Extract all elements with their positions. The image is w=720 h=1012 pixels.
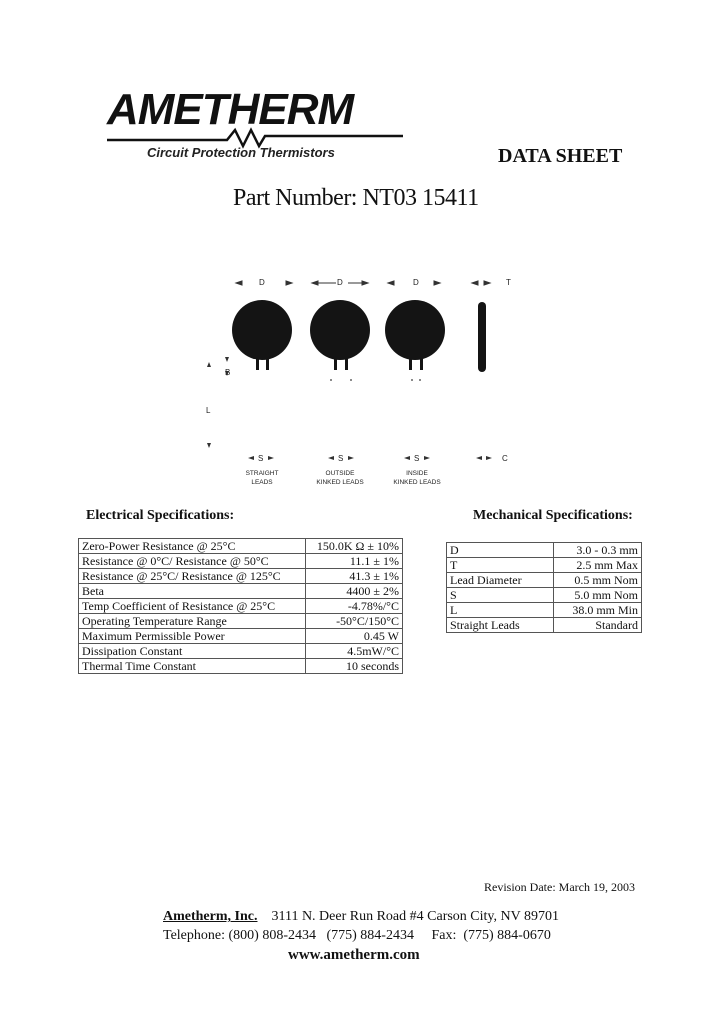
spec-row: [447, 543, 642, 558]
arrow-icon: [286, 281, 292, 285]
caption-straight-leads: STRAIGHT LEADS: [245, 470, 279, 486]
spec-value: Standard: [554, 618, 642, 633]
spec-param: Operating Temperature Range: [79, 614, 306, 629]
dim-T-label: T: [506, 278, 511, 287]
spec-param: Straight Leads: [447, 618, 554, 633]
company-address: 3111 N. Deer Run Road #4 Carson City, NV 89701: [271, 909, 559, 924]
part-number-title: Part Number: NT03 15411: [233, 185, 479, 211]
dim-D-label-3: D: [413, 278, 419, 287]
spec-value: 2.5 mm Max: [554, 558, 642, 573]
spec-row: [79, 659, 403, 674]
thermistor-disc-inside-kinked: [385, 300, 445, 360]
footer-phones: Telephone: (800) 808-2434 (775) 884-2434 Fax: (775) 884-0670: [163, 928, 551, 943]
dim-S-label-2: S: [338, 454, 344, 463]
spec-param: S: [447, 588, 554, 603]
spec-row: [79, 569, 403, 584]
spec-param: D: [447, 543, 554, 558]
spec-row: [79, 629, 403, 644]
website-link[interactable]: www.ametherm.com: [288, 947, 420, 963]
spec-param: T: [447, 558, 554, 573]
electrical-spec-table: [78, 538, 403, 674]
arrow-icon: [236, 281, 242, 285]
brand-name: AMETHERM: [107, 85, 354, 134]
caption-outside-kinked: OUTSIDE KINKED LEADS: [316, 470, 364, 486]
spec-param: Thermal Time Constant: [79, 659, 306, 674]
spec-value: 38.0 mm Min: [554, 603, 642, 618]
spec-row: [79, 584, 403, 599]
thermistor-disc-straight: [232, 300, 292, 360]
spec-param: L: [447, 603, 554, 618]
spec-param: Zero-Power Resistance @ 25°C: [79, 539, 306, 554]
spec-param: Lead Diameter: [447, 573, 554, 588]
spec-row: [447, 588, 642, 603]
thermistor-disc-outside-kinked: [310, 300, 370, 360]
doc-type-heading: DATA SHEET: [498, 145, 623, 167]
footer-address-line: [163, 909, 559, 925]
dim-S-label-1: S: [258, 454, 264, 463]
spec-row: [79, 614, 403, 629]
spec-param: Maximum Permissible Power: [79, 629, 306, 644]
spec-value: 41.3 ± 1%: [306, 569, 403, 584]
spec-value: 150.0K Ω ± 10%: [306, 539, 403, 554]
spec-value: 0.5 mm Nom: [554, 573, 642, 588]
revision-date: Revision Date: March 19, 2003: [484, 880, 635, 894]
spec-value: 4.5mW/°C: [306, 644, 403, 659]
spec-value: 5.0 mm Nom: [554, 588, 642, 603]
spec-row: [79, 599, 403, 614]
mechanical-spec-title: Mechanical Specifications:: [473, 508, 633, 523]
spec-param: Temp Coefficient of Resistance @ 25°C: [79, 599, 306, 614]
spec-param: Beta: [79, 584, 306, 599]
spec-value: 4400 ± 2%: [306, 584, 403, 599]
spec-value: 11.1 ± 1%: [306, 554, 403, 569]
spec-value: 10 seconds: [306, 659, 403, 674]
dim-C-label: C: [502, 454, 508, 463]
spec-value: -4.78%/°C: [306, 599, 403, 614]
thermistor-side-view: [478, 302, 486, 372]
brand-tagline: Circuit Protection Thermistors: [147, 145, 335, 160]
mechanical-spec-table: [446, 542, 642, 633]
caption-inside-kinked: INSIDE KINKED LEADS: [393, 470, 441, 486]
spec-row: [79, 644, 403, 659]
dim-S-label-3: S: [414, 454, 420, 463]
spec-row: [79, 539, 403, 554]
spec-row: [447, 558, 642, 573]
electrical-spec-title: Electrical Specifications:: [86, 508, 235, 523]
spec-param: Resistance @ 25°C/ Resistance @ 125°C: [79, 569, 306, 584]
dim-B-label: B: [225, 368, 231, 377]
spec-value: -50°C/150°C: [306, 614, 403, 629]
spec-param: Resistance @ 0°C/ Resistance @ 50°C: [79, 554, 306, 569]
dim-D-label-1: D: [259, 278, 265, 287]
spec-row: [447, 573, 642, 588]
spec-value: 0.45 W: [306, 629, 403, 644]
spec-row: [447, 618, 642, 633]
spec-row: [447, 603, 642, 618]
dim-D-label-2: D: [337, 278, 343, 287]
spec-value: 3.0 - 0.3 mm: [554, 543, 642, 558]
company-name: Ametherm, Inc.: [163, 909, 258, 924]
dimension-diagram: [200, 270, 530, 500]
spec-param: Dissipation Constant: [79, 644, 306, 659]
spec-row: [79, 554, 403, 569]
dim-L-label: L: [206, 406, 211, 415]
